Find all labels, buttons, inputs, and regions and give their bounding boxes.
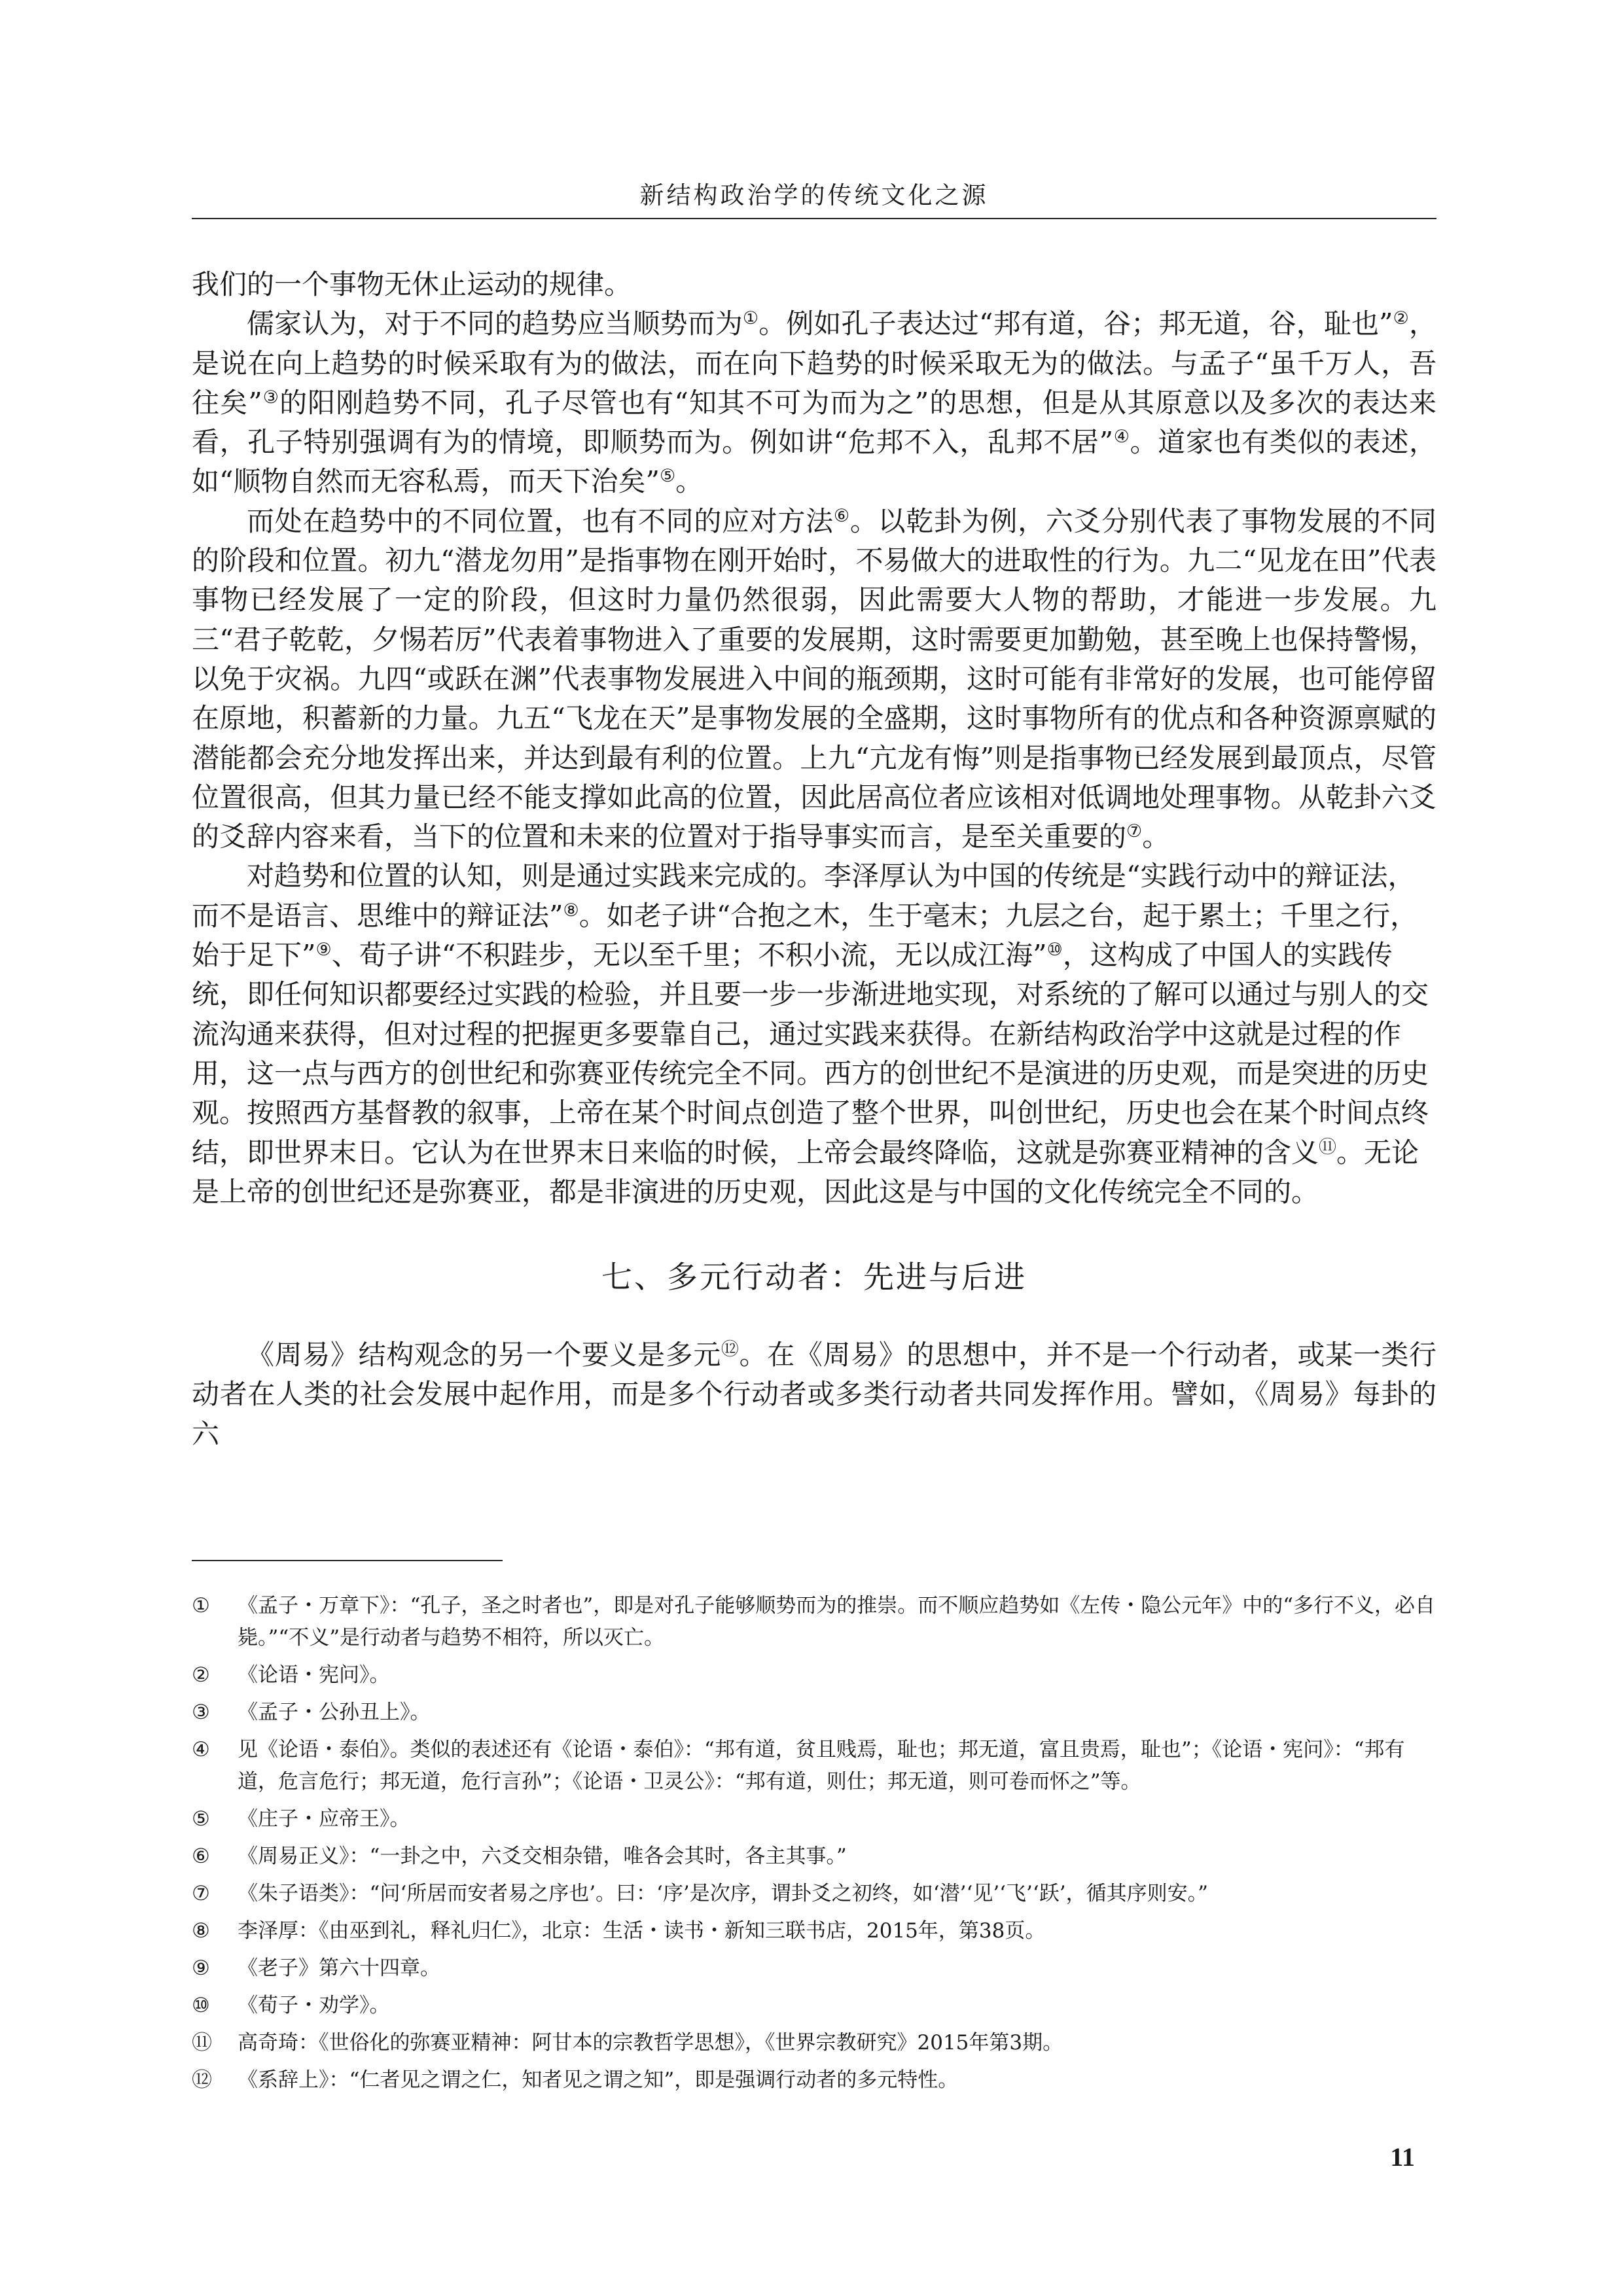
footnote-number: ① xyxy=(192,1594,210,1617)
footnote-text: 《庄子・应帝王》。 xyxy=(238,1807,410,1831)
paragraph-text: 。道家也有类似的表述，如“顺物自然而无容私焉，而天下治矣” xyxy=(192,426,1436,498)
footnote-item xyxy=(192,1734,1436,1798)
footnote-text: 《老子》第六十四章。 xyxy=(238,1956,440,1980)
footnote-number: ② xyxy=(192,1663,210,1687)
footnote-marker[interactable]: ⑪ xyxy=(1319,1137,1337,1157)
footnote-marker[interactable]: ⑨ xyxy=(315,940,332,961)
paragraph-text: 而处在趋势中的不同位置，也有不同的应对方法 xyxy=(247,504,834,537)
paragraph-text: 。 xyxy=(1142,821,1170,853)
footnote-marker[interactable]: ④ xyxy=(1113,427,1130,448)
paragraph-text: 。以乾卦为例，六爻分别代表了事物发展的不同的阶段和位置。初九“潜龙勿用”是指事物在刚开始时，不易做大的进取性的行为。九二“见龙在田”代表事物已经发展了一定的阶段，但这时力量仍然很弱，因此需要大人物的帮助，才能进一步发展。九三“君子乾乾，夕惕若厉”代表着事物进入了重要的发展期，这时需要更加勤勉，甚至晚上也保持警惕，以免于灾祸。九四“或跃在渊”代表事物发展进入中间的瓶颈期，这时可能有非常好的发展，也可能停留在原地，积蓄新的力量。九五“飞龙在天”是事物发展的全盛期，这时事物所有的优点和各种资源禀赋的潜能都会充分地发挥出来，并达到最有利的位置。上九“亢龙有悔”则是指事物已经发展到最顶点，尽管位置很高，但其力量已经不能支撑如此高的位置，因此居高位者应该相对低调地处理事物。从乾卦六爻的爻辞内容来看，当下的位置和未来的位置对于指导事实而言，是至关重要的 xyxy=(192,504,1436,853)
paragraph-text: 儒家认为，对于不同的趋势应当顺势而为 xyxy=(247,308,743,340)
footnote-text: 《孟子・公孙丑上》。 xyxy=(238,1701,431,1724)
footnote-number: ⑪ xyxy=(192,2031,212,2055)
paragraph-text: 。如老子讲“合抱之木，生于毫末；九层之台，起于累土；千里之行，始于足下” xyxy=(192,899,1418,972)
footnote-text: 高奇琦：《世俗化的弥赛亚精神：阿甘本的宗教哲学思想》，《世界宗教研究》2015年第3期。 xyxy=(238,2031,1063,2055)
footnote-number: ④ xyxy=(192,1738,210,1761)
body-paragraph xyxy=(192,1335,1436,1454)
footnote-text: 见《论语・泰伯》。类似的表述还有《论语・泰伯》：“邦有道，贫且贱焉，耻也；邦无道，富且贵焉，耻也”；《论语・宪问》：“邦有道，危言危行；邦无道，危行言孙”；《论语・卫灵公》：“邦有道，则仕；邦无道，则可卷而怀之”等。 xyxy=(238,1738,1405,1793)
body-paragraph xyxy=(192,265,1436,304)
footnote-item xyxy=(192,1803,1436,1835)
paragraph-text: 我们的一个事物无休止运动的规律。 xyxy=(192,268,632,300)
footnote-item xyxy=(192,1841,1436,1873)
running-head: 新结构政治学的传统文化之源 xyxy=(639,181,989,209)
footnote-number: ⑥ xyxy=(192,1845,210,1868)
paragraph-text: 对趋势和位置的认知，则是通过实践来完成的。李泽厚认为中国的传统是“实践行动中的辩证法，而不是语言、思维中的辩证法” xyxy=(192,860,1416,932)
footnote-item xyxy=(192,1697,1436,1729)
body-paragraph xyxy=(192,857,1436,1212)
footnote-text: 《荀子・劝学》。 xyxy=(238,1994,390,2017)
body-text xyxy=(192,265,1436,1454)
paragraph-text: 。无论是上帝的创世纪还是弥赛亚，都是非演进的历史观，因此这是与中国的文化传统完全不同的。 xyxy=(192,1136,1419,1208)
footnote-marker[interactable]: ⑤ xyxy=(659,466,676,487)
footnote-text: 《孟子・万章下》：“孔子，圣之时者也”，即是对孔子能够顺势而为的推崇。而不顺应趋势如《左传・隐公元年》中的“多行不义，必自毙。”“不义”是行动者与趋势不相符，所以灭亡。 xyxy=(238,1594,1436,1650)
paragraphs-after-heading xyxy=(192,1335,1436,1454)
section-heading: 七、多元行动者：先进与后进 xyxy=(601,1260,1027,1296)
footnote-number: ⑩ xyxy=(192,1994,210,2017)
footnote-text: 《论语・宪问》。 xyxy=(238,1663,390,1687)
footnote-marker[interactable]: ① xyxy=(742,308,759,329)
footnote-number: ⑦ xyxy=(192,1882,210,1905)
footnote-item xyxy=(192,1590,1436,1654)
footnote-text: 《朱子语类》：“问‘所居而安者易之序也’。曰：‘序’是次序，谓卦爻之初终，如‘潜’‘见’‘飞’‘跃’，循其序则安。” xyxy=(238,1882,1208,1905)
footnote-item xyxy=(192,2064,1436,2096)
footnote-marker[interactable]: ③ xyxy=(262,387,280,408)
footnote-item xyxy=(192,1878,1436,1910)
paragraph-text: ，是说在向上趋势的时候采取有为的做法，而在向下趋势的时候采取无为的做法。与孟子“虽千万人，吾往矣” xyxy=(192,308,1436,419)
paragraph-text: ，这构成了中国人的实践传统，即任何知识都要经过实践的检验，并且要一步一步渐进地实现，对系统的了解可以通过与别人的交流沟通来获得，但对过程的把握更多要靠自己，通过实践来获得。在新结构政治学中这就是过程的作用，这一点与西方的创世纪和弥赛亚传统完全不同。西方的创世纪不是演进的历史观，而是突进的历史观。按照西方基督教的叙事，上帝在某个时间点创造了整个世界，叫创世纪，历史也会在某个时间点终结，即世界末日。它认为在世界末日来临的时候，上帝会最终降临，这就是弥赛亚精神的含义 xyxy=(192,939,1429,1169)
body-paragraph xyxy=(192,304,1436,501)
footnote-marker[interactable]: ⑦ xyxy=(1126,821,1143,842)
footnote-marker[interactable]: ⑩ xyxy=(1046,940,1063,961)
header-rule xyxy=(192,218,1436,219)
footnote-text: 李泽厚：《由巫到礼，释礼归仁》，北京：生活・读书・新知三联书店，2015年，第38页。 xyxy=(238,1919,1046,1943)
paragraph-text: 。 xyxy=(675,465,704,498)
paragraph-text: 。在《周易》的思想中，并不是一个行动者，或某一类行动者在人类的社会发展中起作用，而是多个行动者或多类行动者共同发挥作用。譬如，《周易》每卦的六 xyxy=(192,1339,1436,1450)
page-number: 11 xyxy=(1390,2142,1415,2172)
footnotes xyxy=(192,1590,1436,2102)
footnote-rule xyxy=(192,1560,503,1561)
footnote-number: ⑫ xyxy=(192,2068,212,2092)
footnote-item xyxy=(192,1659,1436,1691)
paragraph-text: 。例如孔子表达过“邦有道，谷；邦无道，谷，耻也” xyxy=(758,308,1393,340)
paragraph-text: 的阳刚趋势不同，孔子尽管也有“知其不可为而为之”的思想，但是从其原意以及多次的表达来看，孔子特别强调有为的情境，即顺势而为。例如讲“危邦不入，乱邦不居” xyxy=(192,386,1436,459)
footnote-number: ⑤ xyxy=(192,1807,210,1831)
footnote-item xyxy=(192,1952,1436,1985)
footnote-item xyxy=(192,1915,1436,1947)
footnote-number: ⑨ xyxy=(192,1956,210,1980)
footnote-text: 《周易正义》：“一卦之中，六爻交相杂错，唯各会其时，各主其事。” xyxy=(238,1845,847,1868)
footnote-marker[interactable]: ⑥ xyxy=(833,505,850,526)
paragraph-text: 、荀子讲“不积跬步，无以至千里；不积小流，无以成江海” xyxy=(331,939,1047,972)
footnote-marker[interactable]: ② xyxy=(1393,308,1409,329)
footnote-item xyxy=(192,1990,1436,2022)
footnote-number: ③ xyxy=(192,1701,210,1724)
body-paragraph xyxy=(192,502,1436,857)
footnote-marker[interactable]: ⑫ xyxy=(721,1339,740,1360)
footnote-item xyxy=(192,2027,1436,2059)
footnote-marker[interactable]: ⑧ xyxy=(563,900,579,921)
footnote-number: ⑧ xyxy=(192,1919,210,1943)
paragraphs-before-heading xyxy=(192,265,1436,1212)
paragraph-text: 《周易》结构观念的另一个要义是多元 xyxy=(247,1339,721,1371)
footnote-text: 《系辞上》：“仁者见之谓之仁，知者见之谓之知”，即是强调行动者的多元特性。 xyxy=(238,2068,959,2092)
